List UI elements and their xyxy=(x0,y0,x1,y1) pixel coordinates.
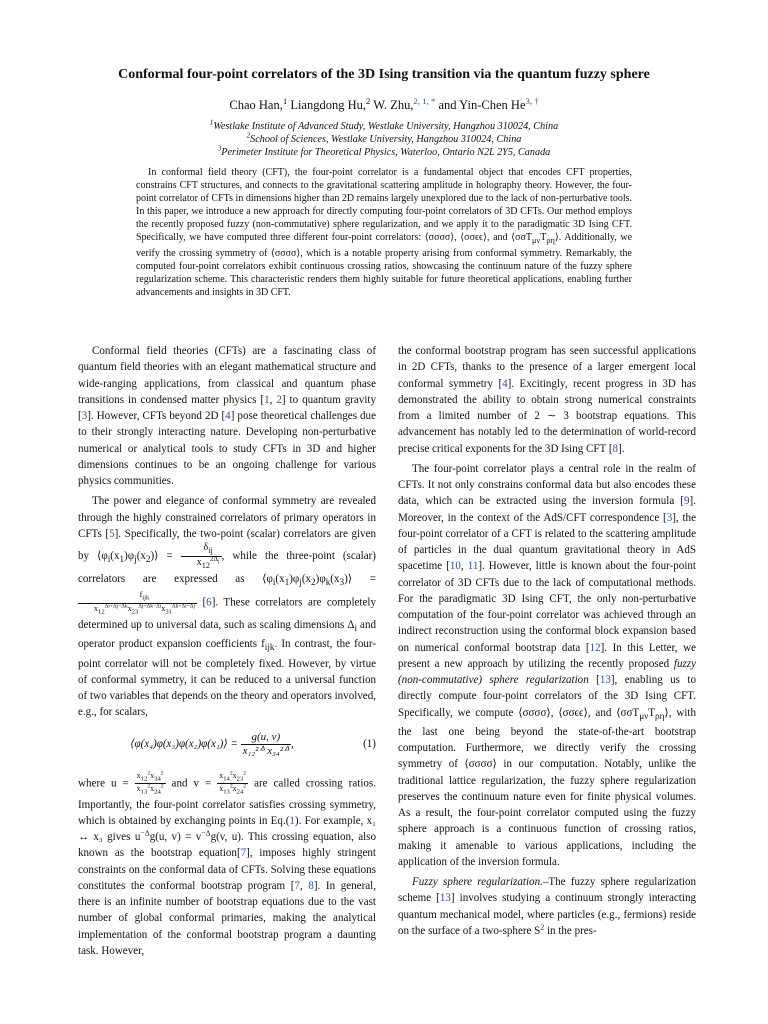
text: [ xyxy=(588,674,600,686)
text: ] pose theoretical challenges due to their strongly interacting nature. Developing non-perturbative numerical or analytical tools to study CFTs in 3D and higher dimensions continues to be an ongoing challenge for various physics communities. xyxy=(78,410,376,487)
paragraph xyxy=(78,343,376,489)
equation-numerator: g(u, v) xyxy=(241,731,291,745)
citation-link[interactable]: 4 xyxy=(502,377,508,390)
subscript: ρη xyxy=(546,236,555,246)
text: in the pres- xyxy=(544,924,597,937)
fraction xyxy=(241,731,291,758)
author-mark: 1 xyxy=(282,95,288,106)
text: g(u, v) = v xyxy=(149,831,202,844)
text: ). For example, x₁ ↔ x₃ gives u xyxy=(78,814,376,844)
fraction: $\frac{\delta_{ij}}{x_{12}^{2\Delta_i}}$ xyxy=(181,542,222,571)
affiliation xyxy=(40,146,728,159)
author-name: and Yin-Chen He xyxy=(438,98,526,112)
citation-link[interactable]: 13 xyxy=(439,892,451,905)
citation-link[interactable]: 8 xyxy=(308,879,314,892)
fraction: $\frac{f_{ijk}}{x_{12}^{\Delta i+\Delta j-\Delta k}x_{23}^{\Delta j+\Delta k-\Delta i}x_{31}^{\Delta k+\Delta i-\Delta j}}$ xyxy=(78,590,197,616)
text: the conformal bootstrap program has seen successful applications in 2D CFTs, thanks to the presence of a larger emergent local conformal symmetry [ xyxy=(398,345,696,390)
affiliation-text: Westlake Institute of Advanced Study, Westlake University, Hangzhou 310024, China xyxy=(213,121,559,132)
section-heading: Fuzzy sphere regularization. xyxy=(412,876,543,889)
text: ]. These correlators are completely determined up to universal data, such as scaling dimensions Δ xyxy=(78,597,376,631)
paper-title: Conformal four-point correlators of the 3D Ising transition via the quantum fuzzy sphere xyxy=(118,67,650,82)
emphasis-text: fuzzy (non-commutative) sphere regularization xyxy=(398,657,696,686)
author-name: Liangdong Hu, xyxy=(290,98,367,112)
citation-link[interactable]: 3 xyxy=(666,511,673,524)
paragraph: The power and elegance of conformal symmetry are revealed through the highly constrained correlators of primary operators in CFTs [5]. Specifically, the two-point (scalar) correlators are given by $⟨\varphi_i(x_1)\varphi_j(x_2)⟩$ = $\frac{\delta_{ij}}{x_{12}^{2\Delta_i}}$ , while the three-point (scalar) correlators are expressed as $⟨\varphi_i(x_1)\varphi_j(x_2)\varphi_k(x_3)⟩$ = $\frac{f_{ijk}}{x_{12}^{\Delta i+\Delta j-\Delta k}x_{23}^{\Delta j+\Delta k-\Delta i}x_{31}^{\Delta k+\Delta i-\Delta j}}$ [6]. These correlators are completely determined up to universal data, such as scaling dimensions $\Delta_i$ and operator product expansion coefficients $f_{ijk}$. In contrast, the four-point correlator will not be completely fixed. However, by virtue of conformal symmetry, it can be reduced to a universal function of two variables that depends on the theory and operators involved, e.g., for scalars, xyxy=(78,495,376,719)
text: ]. Excitingly, recent progress in 3D has demonstrated the ability to obtain strong numerical constraints from a limited number of 2 ∼ 3 bootstrap equations. This advancement has notably led to the determination of world-record precise critical exponents for the 3D Ising CFT [ xyxy=(398,377,696,455)
fraction: $\frac{x_{12}^2x_{34}^2}{x_{13}^2x_{24}^2}$ xyxy=(136,769,164,796)
text: T xyxy=(648,706,656,719)
citation-link[interactable]: 7 xyxy=(240,847,247,860)
abstract-text: ⟩. Additionally, we verify the crossing symmetry of ⟨σσσσ⟩, which is a notable property arising from conformal symmetry. Remarkably, the computed four-point correlators exhibit continuous crossing ratios, showcasing the continuum nature of the fuzzy sphere regularization scheme. This characteristic renders them highly suitable for future theoretical applications, enabling further advancements and insights in 3D CFT. xyxy=(136,232,633,299)
equation-1 xyxy=(78,725,376,765)
citation-link[interactable]: 8 xyxy=(612,442,619,455)
affiliation-mark: 2 xyxy=(246,131,251,140)
affiliation-text: Perimeter Institute for Theoretical Physics, Waterloo, Ontario N2L 2Y5, Canada xyxy=(221,147,551,158)
text: . In contrast, the four-point correlator will not be completely fixed. However, by virtue of conformal symmetry, it can be reduced to a universal function of two variables that depends on the theory and operators involved, e.g., for scalars, xyxy=(78,638,376,719)
citation-link[interactable]: 10 xyxy=(449,560,461,573)
author-name: W. Zhu, xyxy=(373,98,414,112)
text: )φ xyxy=(315,573,326,585)
citation-link[interactable]: 13 xyxy=(599,674,611,686)
citation-link[interactable]: 7 xyxy=(294,879,300,892)
text: where u = xyxy=(78,777,135,790)
subscript: μν xyxy=(531,236,541,246)
text: –The fuzzy sphere regularization scheme [ xyxy=(398,876,697,905)
author-list xyxy=(40,95,728,113)
text: ⟩, with the last one being beyond the state-of-the-art bootstrap computation. Furthermore, we directly verify the crossing symmetry of ⟨σσσσ⟩ in our computation. Notably, unlike the traditional lattice regularization, the fuzzy sphere regularization preserves the continuum nature even for finite physical volumes. As a result, the four-point correlator computed using the fuzzy sphere approach is a continuous function of crossing ratios, making it amenable to various applications, including the application of the inversion formula. xyxy=(398,706,696,868)
text: ], imposes highly stringent constraints on the conformal data of CFTs. Solving these equations constitutes the conformal bootstrap program [ xyxy=(78,847,376,892)
text: ], the four-point correlator of a CFT is related to the scattering amplitude of particles in the dual quantum gravitational theory in AdS spacetime [ xyxy=(398,511,696,573)
author-mark: 2 xyxy=(366,95,371,106)
text: )φ xyxy=(289,573,300,585)
citation-link[interactable]: 2 xyxy=(276,393,282,406)
text: ]. Specifically, the two-point (scalar) correlators are given by ⟨φ xyxy=(78,527,376,563)
text: ], enabling us to directly compute four-point correlators of the 3D Ising CFT. Specifically, we compute ⟨σσσσ⟩, ⟨σσϵϵ⟩, and ⟨σσT xyxy=(398,674,696,719)
text: , while the three-point (scalar) correlators are expressed as ⟨φ xyxy=(78,550,376,585)
left-column xyxy=(78,343,376,963)
citation-link[interactable]: 3 xyxy=(81,410,88,422)
author-mark[interactable]: 3, † xyxy=(525,95,539,106)
paragraph: The four-point correlator plays a central role in the realm of CFTs. It not only constrains conformal data but also encodes these data, which can be extracted using the inversion formula [9]. Moreover, in the context of the AdS/CFT correspondence [3], the four-point correlator of a CFT is related to the scattering amplitude of particles in the dual quantum gravitational theory in AdS spacetime [10, 11]. However, little is known about the four-point correlator of 3D CFTs due to the lack of computational methods. For the paradigmatic 3D Ising CFT, the only non-perturbative computation of the four-point correlator was achieved through an indirect reconstruction using the conformal block expansion based on numerical conformal bootstrap data [12]. In this Letter, we present a new approach by utilizing the recently proposed fuzzy (non-commutative) sphere regularization [13], enabling us to directly compute four-point correlators of the 3D Ising CFT. Specifically, we compute ⟨σσσσ⟩, ⟨σσϵϵ⟩, and $⟨\sigma\sigma T_{\mu\nu}T_{\rho\eta}⟩$, with the last one being beyond the state-of-the-art bootstrap computation. Furthermore, we directly verify the crossing symmetry of ⟨σσσσ⟩ in our computation. Notably, unlike the traditional lattice regularization, the fuzzy sphere regularization preserves the continuum nature even for finite physical volumes. As a result, the four-point correlator computed using the fuzzy sphere approach is a continuous function of crossing ratios, making it amenable to various applications, including the application of the inversion formula. xyxy=(398,462,696,868)
abstract-text: In conformal field theory (CFT), the four-point correlator is a fundamental object that encodes CFT properties, constrains CFT structures, and connects to the gravitational scattering amplitude in holography theory. However, the four-point correlator of CFTs in dimensions higher than 2D remains largely unexplored due to the lack of non-perturbative tools. In this paper, we introduce a new approach for directly computing four-point correlators of 3D CFTs. Our method employs the recently proposed fuzzy (non-commutative) sphere regularization, and we apply it to the paradigmatic 3D Ising CFT. Specifically, we have computed three different four-point correlators: xyxy=(136,167,632,244)
abstract-correlators: T xyxy=(540,232,547,244)
text: (x xyxy=(275,573,285,585)
text: (x xyxy=(110,550,120,563)
citation-link[interactable]: 11 xyxy=(467,560,479,573)
text: (x xyxy=(330,573,340,585)
affiliations xyxy=(40,120,728,159)
text: ]. In this Letter, we present a new approach by utilizing the recently proposed xyxy=(398,641,696,670)
text: The four-point correlator plays a central role in the realm of CFTs. It not only constrains conformal data but also encodes these data, which can be extracted using the inversion formula [ xyxy=(398,462,696,508)
citation-link[interactable]: 1 xyxy=(264,393,270,406)
abstract xyxy=(136,166,632,299)
text: g(v, u). This crossing equation, also known as the bootstrap equation[ xyxy=(78,831,376,860)
text: Conformal field theories (CFTs) are a fascinating class of quantum field theories with an elegant mathematical structure and wide-ranging applications, from classical and quantum phase transitions in condensed matter physics [ xyxy=(78,345,376,406)
author-mark[interactable]: 2, 1, * xyxy=(413,95,436,106)
abstract-correlators: ⟨σσσσ⟩, ⟨σσϵϵ⟩, and ⟨σσT xyxy=(424,232,532,244)
text: )φ xyxy=(124,550,135,563)
text: )⟩ = xyxy=(344,573,376,585)
paragraph: where u = $\frac{x_{12}^2x_{34}^2}{x_{13}^2x_{24}^2}$ and v = $\frac{x_{14}^2x_{23}^2}{x_{13}^2x_{24}^2}$ are called crossing ratios. Importantly, the four-point correlator satisfies crossing symmetry, which is obtained by exchanging points in Eq.(1). For example, x₁ ↔ x₃ gives $u^{-\Delta}g(u$, $v) = v^{-\Delta}g(v$, u). This crossing equation, also known as the bootstrap equation[7], imposes highly stringent constraints on the conformal data of CFTs. Solving these equations constitutes the conformal bootstrap program [7, 8]. In general, there is an infinite number of bootstrap equations due to the vast number of global conformal primaries, making the analytical implementation of the conformal bootstrap program a daunting task. However, xyxy=(78,769,376,957)
affiliation-mark: 1 xyxy=(209,118,214,127)
text: )⟩ = xyxy=(150,550,181,563)
fraction: $\frac{x_{14}^2x_{23}^2}{x_{13}^2x_{24}^2}$ xyxy=(219,769,247,796)
citation-link[interactable]: 4 xyxy=(225,410,231,422)
text: (x xyxy=(136,550,146,563)
text: ]. Moreover, in the context of the AdS/CFT correspondence [ xyxy=(398,495,696,524)
paragraph xyxy=(398,343,696,457)
affiliation xyxy=(40,120,728,133)
author-name: Chao Han, xyxy=(229,98,283,112)
text: are called crossing ratios. Importantly, the four-point correlator satisfies crossing symmetry, which is obtained by exchanging points in Eq.( xyxy=(78,777,376,827)
paragraph: Fuzzy sphere regularization.–The fuzzy sphere regularization scheme [13] involves studying a continuum strongly interacting quantum mechanical model, where particles (e.g., fermions) reside on the surface of a two-sphere $S^2$ in the pres- xyxy=(398,876,697,937)
citation-link[interactable]: 12 xyxy=(589,641,601,654)
right-column xyxy=(398,343,696,943)
citation-link[interactable]: 9 xyxy=(684,495,690,508)
text: ]. However, little is known about the four-point correlator of 3D CFTs due to the lack of computational methods. For the paradigmatic 3D Ising CFT, the only non-perturbative computation of the four-point correlator was achieved through an indirect reconstruction using the conformal block expansion based on numerical conformal bootstrap data [ xyxy=(398,560,696,654)
text: ]. However, CFTs beyond 2D [ xyxy=(87,410,226,422)
equation-denominator: x₁₂²ᐞ x₃₄²ᐞ xyxy=(242,745,290,758)
text: ]. xyxy=(618,442,625,455)
text: , xyxy=(269,393,277,406)
text: and v = xyxy=(165,777,218,790)
equation-body: ⟨φ(x₄)φ(x₃)φ(x₂)φ(x₁)⟩ = $\frac{g(u, v)}{\text{x₁₂²ᐞ x₃₄²ᐞ}}$ , xyxy=(130,731,294,758)
affiliation-text: School of Sciences, Westlake University, Hangzhou 310024, China xyxy=(250,134,522,145)
equation-number: (1) xyxy=(363,738,376,751)
text: The power and elegance of conformal symmetry are revealed through the highly constrained correlators of primary operators in CFTs [ xyxy=(78,495,376,540)
text: (x xyxy=(301,573,312,585)
text: and operator product expansion coefficients f xyxy=(78,618,376,651)
citation-link[interactable]: 6 xyxy=(206,597,212,610)
citation-link[interactable]: 1 xyxy=(289,814,295,827)
text: ]. In general, there is an infinite number of bootstrap equations due to the vast number of global conformal primaries, making the analytical implementation of the conformal bootstrap program a daunting task. However, xyxy=(78,879,376,957)
citation-link[interactable]: 5 xyxy=(109,527,115,540)
text: ] to quantum gravity [ xyxy=(78,393,376,422)
affiliation xyxy=(40,133,728,146)
equation-lhs: ⟨φ(x₄)φ(x₃)φ(x₂)φ(x₁)⟩ = xyxy=(130,738,241,751)
text: ] involves studying a continuum strongly interacting quantum mechanical model, where particles (e.g., fermions) reside on the surface of a two-sphere S xyxy=(398,892,696,937)
affiliation-mark: 3 xyxy=(217,144,222,153)
